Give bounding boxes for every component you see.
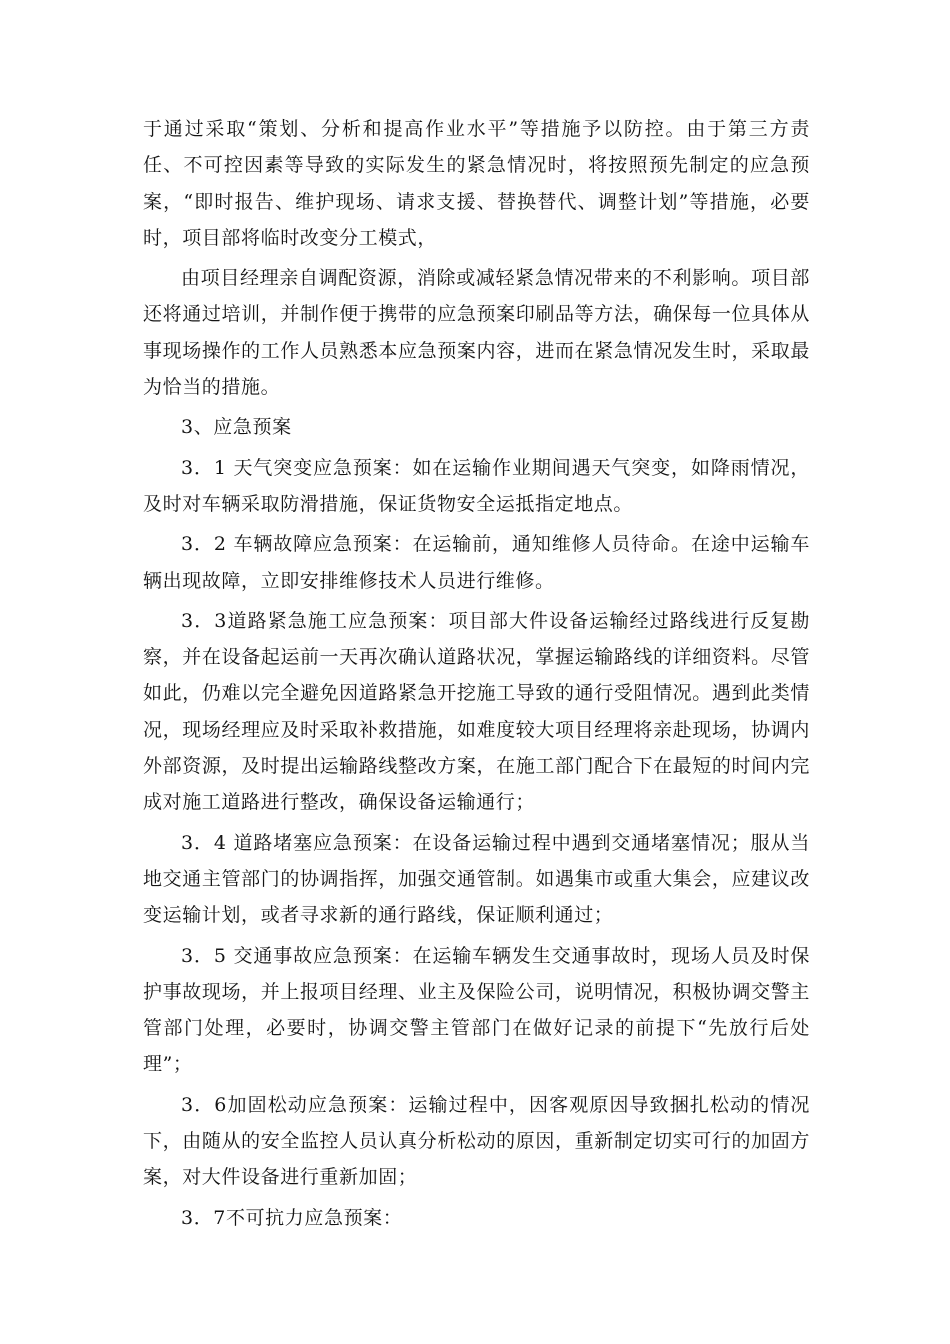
paragraph-road-congestion-plan: 3．4 道路堵塞应急预案：在设备运输过程中遇到交通堵塞情况；服从当地交通主管部门的协调指挥，加强交通管制。如遇集市或重大集会，应建议改变运输计划，或者寻求新的通行路线，保证顺利通过； bbox=[143, 831, 810, 927]
paragraph-continuation: 于通过采取“策划、分析和提高作业水平”等措施予以防控。由于第三方责任、不可控因素等导致的实际发生的紧急情况时，将按照预先制定的应急预案，“即时报告、维护现场、请求支援、替换替代、调整计划”等措施，必要时，项目部将临时改变分工模式， bbox=[143, 118, 810, 249]
paragraph-traffic-accident-plan: 3．5 交通事故应急预案：在运输车辆发生交通事故时，现场人员及时保护事故现场，并上报项目经理、业主及保险公司，说明情况，积极协调交警主管部门处理，必要时，协调交警主管部门在做好记录的前提下“先放行后处理”； bbox=[143, 944, 810, 1076]
paragraph-project-manager: 由项目经理亲自调配资源，消除或减轻紧急情况带来的不利影响。项目部还将通过培训，并制作便于携带的应急预案印刷品等方法，确保每一位具体从事现场操作的工作人员熟悉本应急预案内容，进而在紧急情况发生时，采取最为恰当的措施。 bbox=[143, 267, 810, 399]
paragraph-force-majeure-plan: 3．7不可抗力应急预案： bbox=[181, 1206, 403, 1229]
section-heading-emergency-plan: 3、应急预案 bbox=[181, 416, 292, 439]
paragraph-weather-plan: 3．1 天气突变应急预案：如在运输作业期间遇天气突变，如降雨情况，及时对车辆采取防滑措施，保证货物安全运抵指定地点。 bbox=[143, 456, 810, 515]
paragraph-vehicle-failure-plan: 3．2 车辆故障应急预案：在运输前，通知维修人员待命。在途中运输车辆出现故障，立即安排维修技术人员进行维修。 bbox=[143, 533, 810, 592]
paragraph-loose-lashing-plan: 3．6加固松动应急预案：运输过程中，因客观原因导致捆扎松动的情况下，由随从的安全监控人员认真分析松动的原因，重新制定切实可行的加固方案，对大件设备进行重新加固； bbox=[143, 1093, 810, 1189]
paragraph-road-construction-plan: 3．3道路紧急施工应急预案：项目部大件设备运输经过路线进行反复勘察，并在设备起运前一天再次确认道路状况，掌握运输路线的详细资料。尽管如此，仍难以完全避免因道路紧急开挖施工导致的通行受阻情况。遇到此类情况，现场经理应及时采取补救措施，如难度较大项目经理将亲赴现场，协调内外部资源，及时提出运输路线整改方案，在施工部门配合下在最短的时间内完成对施工道路进行整改，确保设备运输通行； bbox=[143, 609, 810, 814]
